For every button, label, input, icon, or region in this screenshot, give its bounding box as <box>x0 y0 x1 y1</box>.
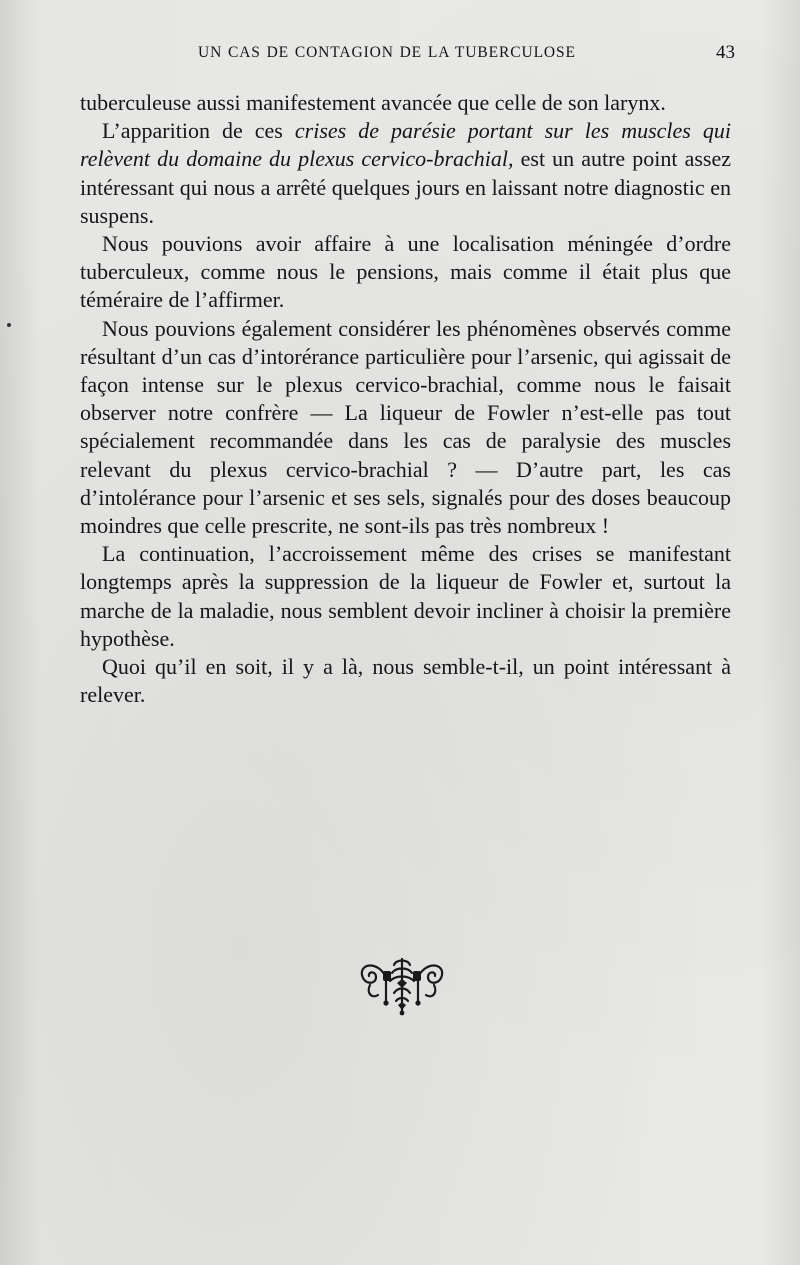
paragraph-2-tail: est un autre point assez intéressant qui nous a arrêté quelques jours en laissant notre diagnostic en suspens. <box>80 146 731 228</box>
running-head <box>80 44 735 68</box>
paragraph-3: Nous pouvions avoir affaire à une localisation méningée d’ordre tuberculeux, comme nous le pensions, mais comme il était plus que téméraire de l’affirmer. <box>80 231 731 313</box>
paragraph-6: Quoi qu’il en soit, il y a là, nous semble-t-il, un point intéressant à relever. <box>80 654 731 708</box>
paragraph-2-italic: crises de parésie portant sur les muscles qui relèvent du domaine du plexus cervico-brachial, <box>80 118 732 172</box>
paragraph-4: Nous pouvions également considérer les phénomènes observés comme résultant d’un cas d’intorérance particulière pour l’arsenic, qui agissait de façon intense sur le plexus cervico-brachial, comme nous le faisait observer notre confrère — La liqueur de Fowler n’est-elle pas tout spécialement recommandée dans les cas de paralysie des muscles relevant du plexus cervico-brachial ? — D’autre part, les cas d’intolérance pour l’arsenic et ses sels, signalés pour des doses beaucoup moindres que celle prescrite, ne sont-ils pas très nombreux ! <box>80 315 731 539</box>
edge-speck <box>7 323 11 327</box>
fleuron-ornament-icon <box>356 955 448 1017</box>
paragraph-2 <box>80 117 731 230</box>
paragraph-5: La continuation, l’accroissement même des crises se manifestant longtemps après la suppression de la liqueur de Fowler et, surtout la marche de la maladie, nous semblent devoir incliner à choisir la première hypothèse. <box>80 541 731 651</box>
paragraph-1: tuberculeuse aussi manifestement avancée que celle de son larynx. <box>80 90 666 115</box>
page-number: 43 <box>716 42 735 63</box>
running-title: UN CAS DE CONTAGION DE LA TUBERCULOSE <box>198 44 576 61</box>
paragraph-2-lead: L’apparition de ces <box>102 118 295 144</box>
body-text <box>80 89 731 709</box>
